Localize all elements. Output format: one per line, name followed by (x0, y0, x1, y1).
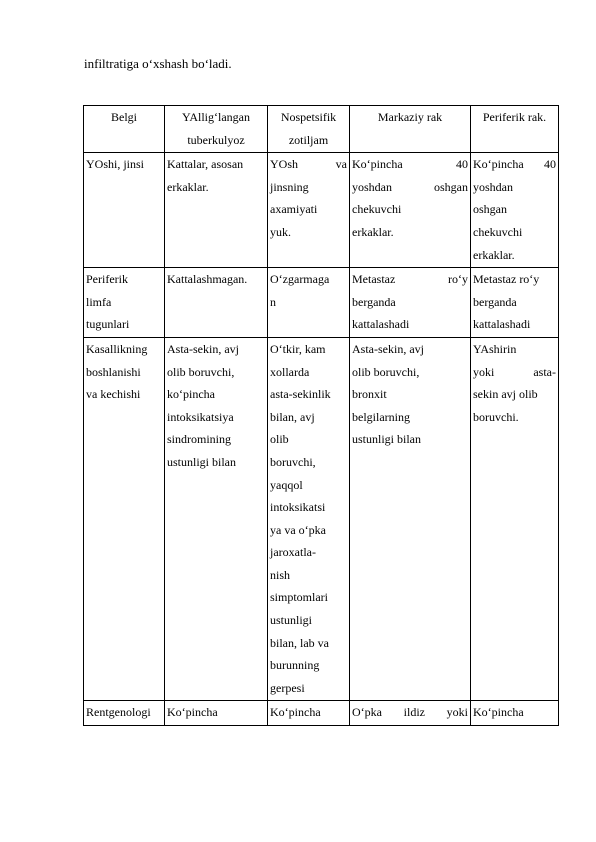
cell-text: Periferik (86, 272, 128, 287)
cell-text: simptomlari (270, 590, 328, 605)
table-cell (350, 268, 471, 338)
column-header (268, 106, 350, 153)
table-cell (165, 337, 268, 701)
cell-text: tugunlari (86, 317, 130, 332)
cell-text: yoki asta- (473, 364, 556, 379)
table-row (84, 337, 559, 701)
cell-text: Ko‘pincha 40 (473, 157, 556, 172)
cell-text: Asta-sekin, avj (352, 341, 424, 356)
table-cell (350, 153, 471, 268)
table-header-row (84, 106, 559, 153)
header-text: tuberkulyoz (187, 132, 245, 147)
cell-text: Kattalashmagan. (167, 272, 248, 287)
table-cell (268, 268, 350, 338)
table-row (84, 268, 559, 338)
table-cell (471, 337, 559, 701)
cell-text: nish (270, 567, 291, 582)
header-text: Periferik rak. (482, 110, 547, 124)
cell-text: chekuvchi (352, 202, 402, 217)
cell-text: olib boruvchi, (352, 364, 420, 379)
cell-text: ya va o‘pka (270, 522, 326, 537)
cell-text: va kechishi (86, 387, 141, 402)
table-body (84, 153, 559, 726)
header-text: zotiljam (288, 132, 329, 147)
table-row (84, 701, 559, 726)
cell-text: bronxit (352, 387, 387, 402)
cell-text: asta-sekinlik (270, 387, 331, 402)
cell-text: ustunligi bilan (167, 454, 236, 469)
cell-text: bilan, avj (270, 409, 315, 424)
cell-text: boruvchi, (270, 454, 316, 469)
cell-text: boruvchi. (473, 409, 519, 424)
cell-text: jinsning (270, 179, 309, 194)
cell-text: berganda (473, 294, 517, 309)
cell-text: Metastaz ro‘y (473, 272, 540, 287)
table-cell (165, 153, 268, 268)
table-cell (471, 268, 559, 338)
table-cell (165, 268, 268, 338)
cell-text: erkaklar. (167, 179, 209, 194)
cell-text: belgilarning (352, 409, 410, 424)
cell-text: ustunligi bilan (352, 432, 421, 447)
table-cell (84, 337, 165, 701)
cell-text: yoshdan oshgan (352, 179, 468, 194)
cell-text: YOsh va (270, 157, 347, 172)
header-text: Markaziy rak (377, 110, 443, 124)
cell-text: Metastaz ro‘y (352, 272, 468, 287)
cell-text: kattalashadi (473, 317, 531, 332)
cell-text: YOshi, jinsi (86, 157, 145, 172)
cell-text: sindromining (167, 432, 232, 447)
column-header (165, 106, 268, 153)
table-row (84, 153, 559, 268)
cell-text: sekin avj olib (473, 387, 538, 402)
column-header (84, 106, 165, 153)
column-header (350, 106, 471, 153)
cell-text: Ko‘pincha (270, 705, 321, 720)
cell-text: burunning (270, 658, 320, 673)
cell-text: Kasallikning (86, 341, 148, 356)
intro-paragraph: infiltratiga o‘xshash bo‘ladi. (84, 56, 232, 71)
cell-text: intoksikatsiya (167, 409, 234, 424)
cell-text: olib (270, 432, 289, 447)
cell-text: O‘pka ildiz yoki (352, 705, 468, 720)
table-cell (84, 153, 165, 268)
cell-text: Ko‘pincha (167, 705, 218, 720)
cell-text: Ko‘pincha (473, 705, 524, 720)
cell-text: ko‘pincha (167, 387, 215, 402)
cell-text: Asta-sekin, avj (167, 341, 239, 356)
cell-text: jaroxatla- (270, 545, 316, 560)
cell-text: intoksikatsi (270, 500, 326, 515)
table-cell (84, 701, 165, 726)
cell-text: YAshirin (473, 341, 517, 356)
table-cell (471, 701, 559, 726)
comparison-table (83, 105, 559, 726)
cell-text: boshlanishi (86, 364, 141, 379)
table-cell (350, 701, 471, 726)
header-text: YAllig‘langan (182, 110, 250, 124)
header-text: Belgi (111, 110, 137, 124)
cell-text: bilan, lab va (270, 635, 329, 650)
column-header (471, 106, 559, 153)
cell-text: oshgan (473, 202, 507, 217)
table-cell (268, 701, 350, 726)
cell-text: yoshdan (473, 179, 513, 194)
cell-text: erkaklar. (473, 247, 515, 262)
table-cell (350, 337, 471, 701)
cell-text: ustunligi (270, 613, 313, 628)
table-cell (268, 337, 350, 701)
cell-text: Rentgenologi (86, 705, 151, 720)
cell-text: chekuvchi (473, 224, 523, 239)
cell-text: yaqqol (270, 477, 303, 492)
table-cell (165, 701, 268, 726)
cell-text: olib boruvchi, (167, 364, 235, 379)
table-cell (268, 153, 350, 268)
cell-text: berganda (352, 294, 396, 309)
cell-text: erkaklar. (352, 224, 394, 239)
cell-text: n (270, 294, 276, 309)
cell-text: kattalashadi (352, 317, 410, 332)
header-text: Nospetsifik (280, 110, 337, 124)
table-cell (471, 153, 559, 268)
cell-text: xollarda (270, 364, 310, 379)
cell-text: O‘tkir, kam (270, 341, 326, 356)
cell-text: gerpesi (270, 680, 305, 695)
cell-text: O‘zgarmaga (270, 272, 330, 287)
table-cell (84, 268, 165, 338)
cell-text: limfa (86, 294, 112, 309)
cell-text: Kattalar, asosan (167, 157, 244, 172)
cell-text: yuk. (270, 224, 291, 239)
cell-text: axamiyati (270, 202, 318, 217)
cell-text: Ko‘pincha 40 (352, 157, 468, 172)
